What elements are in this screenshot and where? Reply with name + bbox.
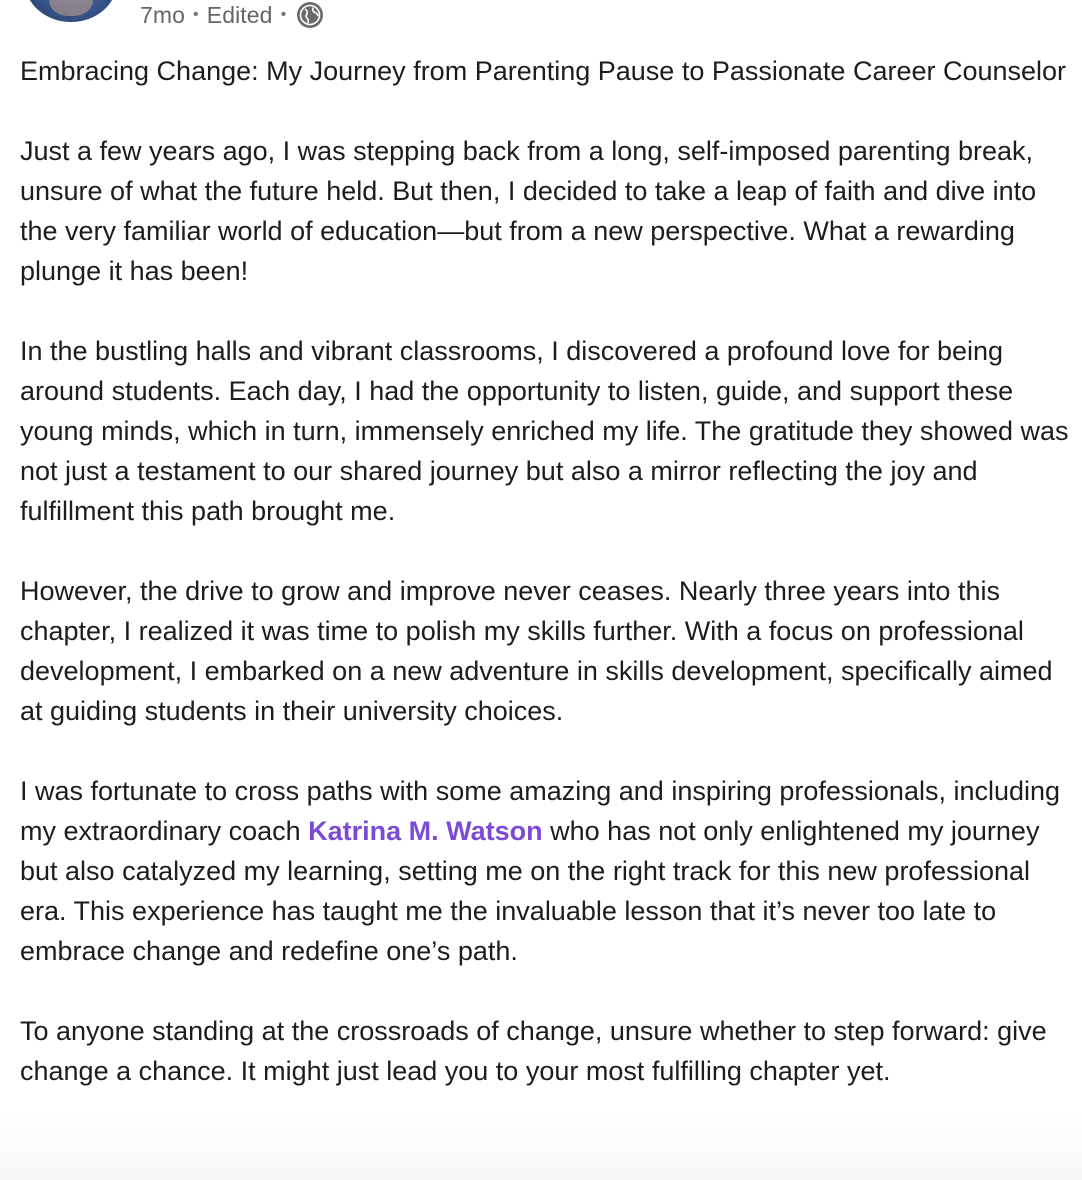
bottom-fade	[0, 1110, 1082, 1180]
post-title: Embracing Change: My Journey from Parenting Pause to Passionate Career Counselor	[20, 56, 1067, 86]
avatar-face	[49, 0, 93, 16]
post-paragraph: Just a few years ago, I was stepping back from a long, self-imposed parenting break, unsure of what the future held. But then, I decided to take a leap of faith and dive into the very familiar world of education—but from a new perspective. What a rewarding plunge it has been!	[20, 136, 1037, 286]
mention-before-text: I was fortunate to cross paths with some amazing and inspiring professionals, including my extraordinary coach	[20, 776, 1061, 846]
edited-label: Edited	[206, 1, 273, 28]
meta-separator: •	[280, 6, 287, 23]
post-paragraph-mention	[20, 771, 1070, 971]
author-avatar[interactable]	[25, 0, 117, 22]
post-time[interactable]: 7mo	[140, 1, 186, 28]
post-body	[20, 51, 1070, 1091]
mention-link[interactable]: Katrina M. Watson	[308, 816, 543, 846]
meta-separator: •	[193, 6, 199, 23]
post-paragraph: However, the drive to grow and improve never ceases. Nearly three years into this chapter, I realized it was time to polish my skills further. With a focus on professional development, I embarked on a new adventure in skills development, specifically aimed at guiding students in their university choices.	[20, 576, 1053, 726]
post-meta	[140, 0, 324, 30]
post-paragraph: In the bustling halls and vibrant classrooms, I discovered a profound love for being around students. Each day, I had the opportunity to listen, guide, and support these young minds, which in turn, immensely enriched my life. The gratitude they showed was not just a testament to our shared journey but also a mirror reflecting the joy and fulfillment this path brought me.	[20, 336, 1069, 526]
post-closing-paragraph: To anyone standing at the crossroads of change, unsure whether to step forward: give change a chance. It might just lead you to your most fulfilling chapter yet.	[20, 1016, 1047, 1086]
mention-after-text: who has not only enlightened my journey but also catalyzed my learning, setting me on the right track for this new professional era. This experience has taught me the invaluable lesson that it’s never too late to embrace change and redefine one’s path.	[20, 816, 1040, 966]
globe-icon	[296, 1, 324, 29]
